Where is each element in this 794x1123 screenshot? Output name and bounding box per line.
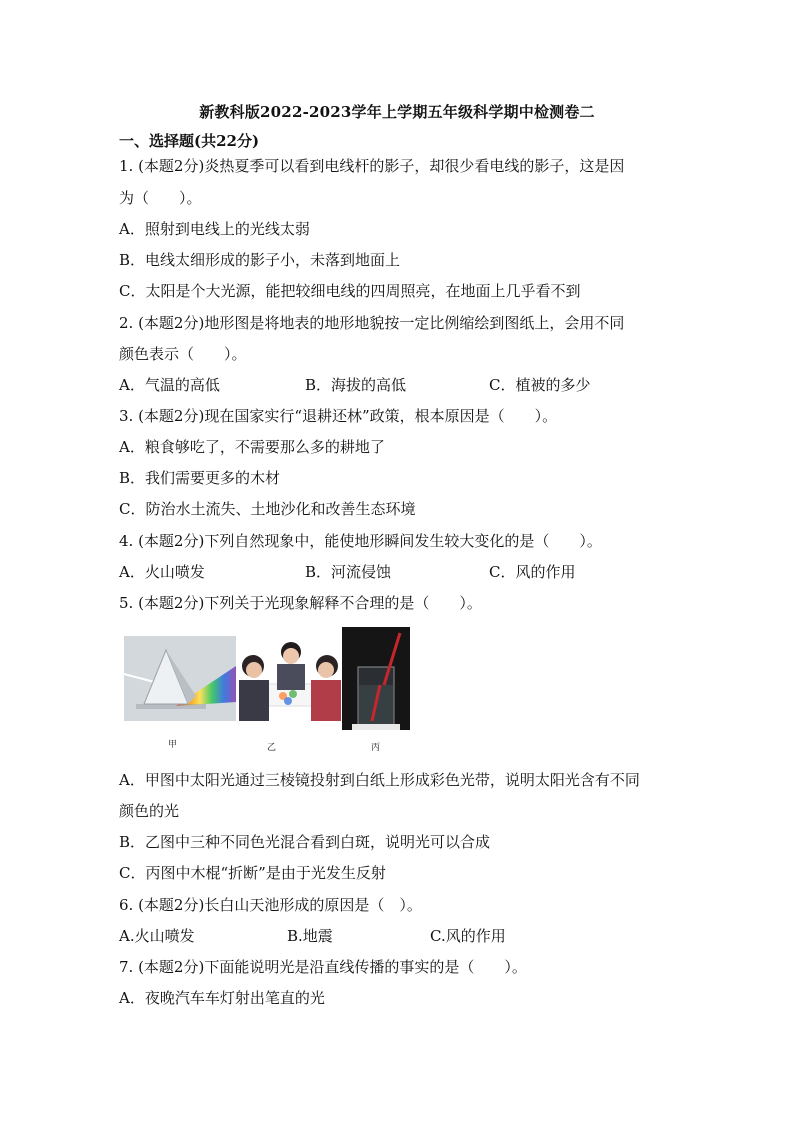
q1-stem-line1: 1. (本题2分)炎热夏季可以看到电线杆的影子，却很少看电线的影子，这是因 bbox=[119, 157, 625, 175]
caption-bing: 丙 bbox=[371, 743, 381, 753]
q5-option-c: C．丙图中木棍“折断”是由于光发生反射 bbox=[119, 864, 386, 882]
q2-option-b: B．海拔的高低 bbox=[305, 376, 407, 394]
section-heading: 一、选择题(共22分) bbox=[119, 132, 260, 150]
q5-figure bbox=[124, 627, 424, 755]
page-title: 新教科版2022-2023学年上学期五年级科学期中检测卷二 bbox=[199, 103, 595, 121]
q4-option-b: B．河流侵蚀 bbox=[305, 563, 392, 581]
q3-stem: 3. (本题2分)现在国家实行“退耕还林”政策，根本原因是（ ）。 bbox=[119, 407, 558, 425]
glass-pencil-photo bbox=[342, 627, 410, 730]
caption-jia: 甲 bbox=[168, 740, 178, 750]
q2-stem-line2: 颜色表示（ ）。 bbox=[119, 345, 247, 363]
q1-stem-line2: 为（ ）。 bbox=[119, 189, 202, 207]
q2-option-c: C．植被的多少 bbox=[489, 376, 591, 394]
q7-stem: 7. (本题2分)下面能说明光是沿直线传播的事实的是（ ）。 bbox=[119, 958, 527, 976]
q4-option-c: C．风的作用 bbox=[489, 563, 576, 581]
q5-stem: 5. (本题2分)下列关于光现象解释不合理的是（ ）。 bbox=[119, 594, 482, 612]
q5-option-a-line1: A．甲图中太阳光通过三棱镜投射到白纸上形成彩色光带，说明太阳光含有不同 bbox=[119, 771, 640, 789]
q5-option-a-line2: 颜色的光 bbox=[119, 802, 180, 820]
q6-option-b: B.地震 bbox=[287, 927, 333, 945]
q1-option-c: C．太阳是个大光源，能把较细电线的四周照亮，在地面上几乎看不到 bbox=[119, 282, 581, 300]
q6-option-c: C.风的作用 bbox=[430, 927, 506, 945]
q6-stem: 6. (本题2分)长白山天池形成的原因是（ ）。 bbox=[119, 896, 422, 914]
q1-option-b: B．电线太细形成的影子小，未落到地面上 bbox=[119, 251, 401, 269]
q4-option-a: A．火山喷发 bbox=[119, 563, 205, 581]
q1-option-a: A．照射到电线上的光线太弱 bbox=[119, 220, 310, 238]
q2-stem-line1: 2. (本题2分)地形图是将地表的地形地貌按一定比例缩绘到图纸上，会用不同 bbox=[119, 314, 625, 332]
caption-yi: 乙 bbox=[267, 743, 277, 753]
q7-option-a: A．夜晚汽车车灯射出笔直的光 bbox=[119, 989, 325, 1007]
q6-option-a: A.火山喷发 bbox=[119, 927, 195, 945]
children-photo bbox=[237, 636, 341, 721]
q3-option-a: A．粮食够吃了，不需要那么多的耕地了 bbox=[119, 438, 385, 456]
prism-photo bbox=[124, 636, 236, 721]
q3-option-b: B．我们需要更多的木材 bbox=[119, 469, 281, 487]
q4-stem: 4. (本题2分)下列自然现象中，能使地形瞬间发生较大变化的是（ ）。 bbox=[119, 532, 602, 550]
q3-option-c: C．防治水土流失、土地沙化和改善生态环境 bbox=[119, 500, 416, 518]
q5-option-b: B．乙图中三种不同色光混合看到白斑，说明光可以合成 bbox=[119, 833, 491, 851]
q2-option-a: A．气温的高低 bbox=[119, 376, 220, 394]
